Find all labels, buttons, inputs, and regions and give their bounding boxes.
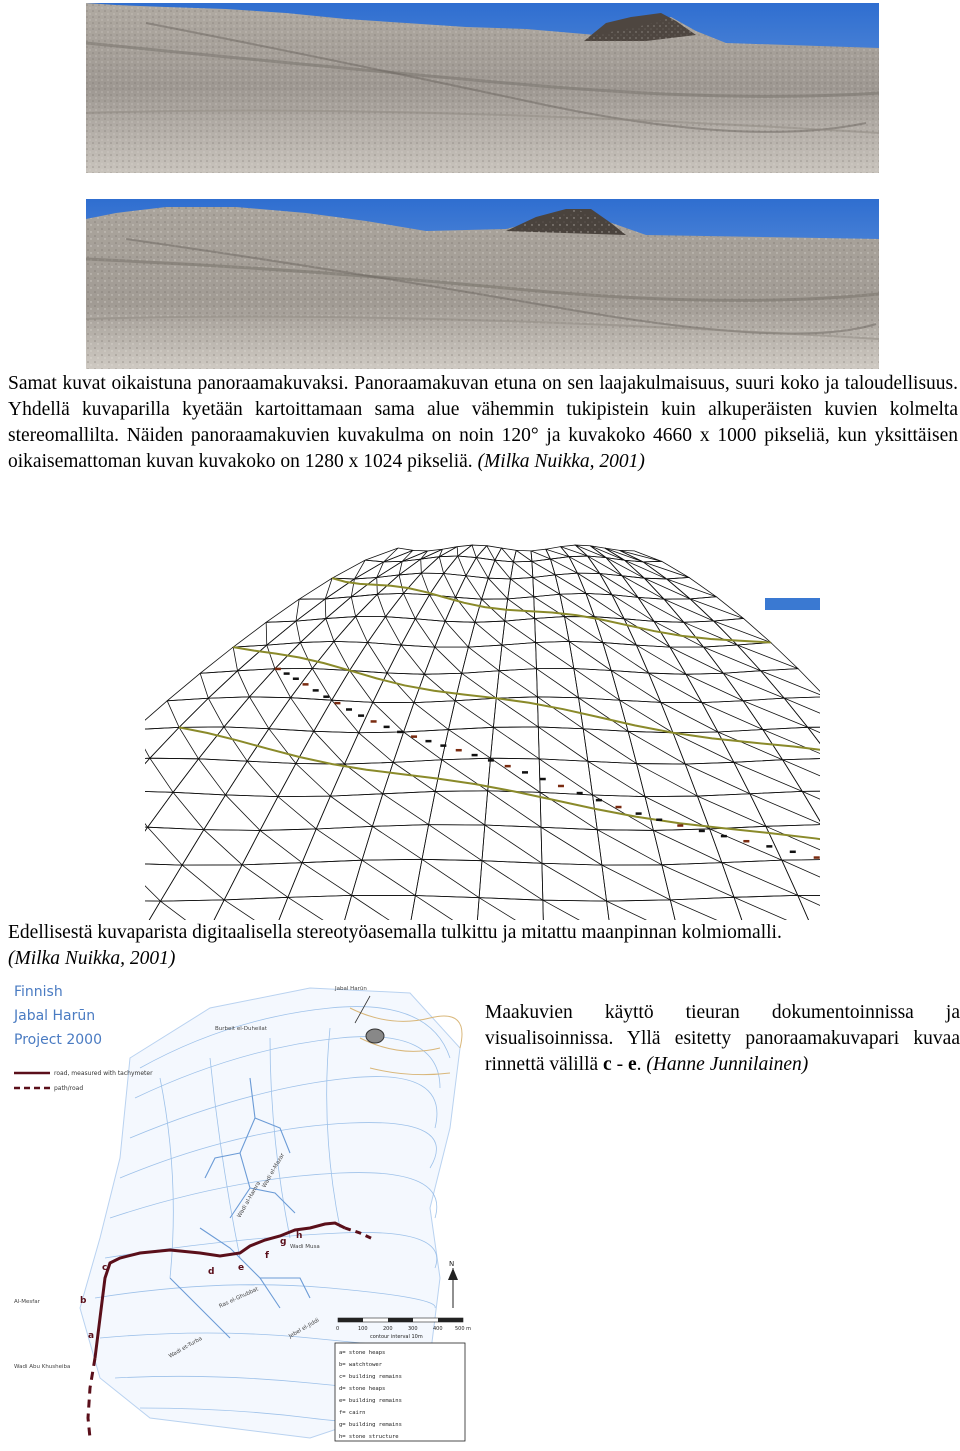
mesh-cell [145, 791, 173, 827]
mesh-cell [808, 727, 820, 759]
svg-text:300: 300 [408, 1326, 418, 1332]
mesh-cell [722, 860, 798, 897]
svg-text:Jabal Harūn: Jabal Harūn [335, 986, 367, 992]
mesh-cell [488, 560, 513, 579]
mesh-cell [502, 619, 536, 646]
svg-text:Al-Mesfar: Al-Mesfar [14, 1299, 40, 1305]
map-caption [485, 1000, 960, 1078]
svg-text:N: N [449, 1260, 455, 1268]
mesh-cell [476, 898, 544, 920]
ridge-mark [558, 785, 564, 788]
mesh-cell [291, 669, 350, 701]
mesh-cell [200, 645, 267, 673]
map-caption-letter-c: c [603, 1054, 612, 1075]
mesh-cell [667, 577, 717, 598]
mesh-cell [588, 761, 645, 796]
ridge-mark [323, 695, 329, 698]
svg-text:h: h [296, 1231, 303, 1241]
mesh-cell [690, 597, 743, 621]
mesh-cell [734, 760, 802, 794]
ridge-mark [440, 744, 446, 747]
svg-text:Wadi al-Hamra: Wadi al-Hamra [236, 1180, 263, 1219]
ridge-mark [456, 749, 462, 752]
route-map [10, 978, 475, 1446]
ridge-mark [656, 819, 662, 822]
map-caption-letter-e: e [627, 1054, 637, 1075]
mesh-cell [766, 825, 820, 861]
mesh-cell [267, 619, 326, 646]
mesh-cell [685, 762, 750, 796]
ridge-mark [358, 714, 364, 717]
svg-text:f= cairn: f= cairn [339, 1410, 366, 1416]
mesh-cell [597, 830, 662, 865]
mesh-cell [462, 645, 502, 673]
svg-text:Finnish: Finnish [14, 984, 63, 1000]
mesh-cell [704, 645, 761, 673]
mesh-cell [368, 617, 416, 645]
mesh-cell [783, 758, 820, 791]
mesh-cell [536, 669, 578, 698]
panorama-caption-credit: (Milka Nuikka, 2001) [477, 451, 645, 472]
mesh-cell [242, 829, 316, 865]
svg-text:500 m: 500 m [455, 1326, 472, 1332]
mesh-cell [334, 617, 386, 643]
site-key [335, 1343, 465, 1441]
mesh-cell [288, 860, 362, 897]
mesh-cell [145, 827, 204, 865]
mesh-cell [226, 761, 296, 796]
mesh-cell [574, 669, 620, 701]
map-svg [10, 978, 475, 1446]
mesh-cell [442, 727, 494, 759]
mesh-cell [718, 730, 783, 763]
svg-text:Wadi Abu Khusheiba: Wadi Abu Khusheiba [14, 1364, 71, 1370]
svg-text:e= building remains: e= building remains [339, 1398, 402, 1404]
mesh-cell [260, 796, 330, 830]
ridge-mark [371, 720, 377, 723]
mesh-cell [332, 560, 384, 579]
svg-text:Wadi el-Mazar: Wadi el-Mazar [261, 1152, 287, 1189]
panorama-photo-bottom [86, 199, 879, 369]
mesh-cell [511, 561, 533, 579]
mesh-cell [224, 697, 291, 729]
mesh-cell [734, 895, 814, 920]
svg-text:f: f [265, 1251, 269, 1261]
mesh-cell [458, 545, 487, 558]
svg-text:c: c [102, 1263, 108, 1273]
mesh-cell [316, 794, 383, 829]
panorama-caption-text: Samat kuvat oikaistuna panoraamakuvaksi. Panoraamakuvan etuna on sen laajakulmaisuus, suuri koko ja taloudellisuus. Yhdellä kuvaparilla kyetään kartoittamaan sama alue vähemmin tukipistein kuin alkuperäisten kuvien kolmelta stereomallilta. Näiden panoraamakuvien kuvakulma on noin 120° ja kuvakoko 4660 x 1000 pikseliä, kun yksittäisen oikaisemattoman kuvan kuvakoko on 1280 x 1024 pikseliä. [8, 373, 958, 472]
mesh-cell [393, 730, 448, 763]
mesh-cell [182, 830, 260, 865]
mesh-cell [435, 621, 475, 647]
panorama-caption [8, 371, 958, 475]
svg-text:b= watchtower: b= watchtower [339, 1362, 383, 1368]
ridge-mark [790, 851, 796, 854]
mesh-cell [638, 597, 684, 622]
mesh-cell [541, 827, 602, 865]
mesh-cell [535, 617, 570, 643]
ridge-mark [313, 689, 319, 692]
mesh-cell [564, 617, 602, 643]
map-caption-credit: (Hanne Junnilainen) [646, 1054, 809, 1075]
mesh-cell [475, 599, 508, 622]
mesh-cell [383, 760, 442, 794]
ridge-mark [293, 677, 299, 680]
mesh-cell [499, 643, 536, 671]
mesh-cell [505, 597, 535, 621]
ridge-mark [346, 708, 352, 711]
mesh-cell [491, 727, 540, 759]
mesh-cell [167, 671, 237, 701]
svg-text:0: 0 [336, 1326, 340, 1332]
ridge-mark [636, 812, 642, 815]
svg-text:200: 200 [383, 1326, 393, 1332]
ridge-mark [425, 740, 431, 743]
mesh-cell [569, 641, 611, 670]
mesh-cell [448, 698, 496, 729]
mesh-cell [387, 645, 435, 674]
mesh-cell [555, 573, 586, 594]
svg-text:400: 400 [433, 1326, 443, 1332]
svg-text:h= stone structure: h= stone structure [339, 1434, 399, 1440]
mesh-cell [543, 900, 611, 920]
svg-text:d: d [208, 1267, 215, 1277]
svg-text:Jabal Harūn: Jabal Harūn [14, 1008, 96, 1024]
sky-patch [765, 598, 820, 610]
ridge-mark [284, 672, 290, 675]
mesh-cell [495, 548, 516, 562]
mesh-cell [607, 900, 679, 920]
mesh-cell [798, 895, 820, 920]
mesh-cell [372, 791, 435, 826]
mesh-cell [602, 865, 670, 901]
mesh-cell [359, 702, 414, 732]
mesh-cell [224, 863, 302, 900]
mesh-cell [204, 795, 278, 830]
svg-text:Ras el-Ghubbat: Ras el-Ghubbat [218, 1286, 260, 1310]
terrain-model-caption-credit: (Milka Nuikka, 2001) [8, 948, 176, 969]
mesh-cell [160, 865, 242, 901]
mesh-cell [274, 895, 352, 920]
mesh-cell [542, 863, 607, 901]
mesh-cell [644, 578, 690, 599]
svg-text:c= building remains: c= building remains [339, 1374, 402, 1380]
mesh-cell [278, 764, 345, 797]
svg-text:b: b [80, 1296, 87, 1306]
terrain-model-caption [8, 920, 958, 972]
mesh-cell [145, 698, 208, 729]
mesh-cell [150, 727, 224, 759]
mesh-cell [622, 576, 664, 599]
ridge-mark [505, 765, 511, 768]
breakline [233, 647, 820, 759]
ridge-mark [699, 830, 705, 833]
ridge-mark [522, 771, 528, 774]
svg-text:a= stone heaps: a= stone heaps [339, 1350, 386, 1356]
mesh-cell [409, 896, 479, 920]
peak-marker-icon [366, 1029, 384, 1043]
svg-text:a: a [88, 1331, 95, 1341]
mesh-cell [206, 897, 288, 920]
mesh-cell [145, 900, 224, 920]
breakline [332, 578, 771, 642]
ridge-mark [397, 731, 403, 734]
mesh-cell [654, 621, 704, 647]
mesh-svg [145, 540, 820, 920]
ridge-mark [411, 735, 417, 738]
triangulated-terrain-model [145, 540, 820, 920]
mesh-cell [404, 701, 456, 732]
mesh-cell [538, 727, 588, 761]
mesh-cell [345, 732, 404, 764]
map-caption-period: . [636, 1054, 647, 1075]
ridge-mark [615, 806, 621, 809]
mesh-cell [249, 669, 312, 698]
mesh-cell [710, 826, 782, 862]
svg-text:Burbeit el-Duheilat: Burbeit el-Duheilat [215, 1026, 267, 1032]
mesh-cell [612, 595, 654, 622]
mesh-cell [479, 861, 543, 900]
mesh-cell [325, 578, 377, 599]
mesh-cell [362, 825, 429, 861]
mesh-cell [466, 558, 495, 579]
panorama-photo-top [86, 3, 879, 173]
mesh-cell [302, 826, 372, 862]
mesh-cell [208, 669, 275, 699]
mesh-cell [496, 669, 537, 699]
mesh-cell [148, 792, 226, 829]
ridge-mark [596, 799, 602, 802]
mesh-cell [750, 791, 820, 826]
mesh-cell [266, 599, 325, 622]
ridge-mark [577, 792, 583, 795]
mesh-cell [356, 593, 404, 616]
mesh-cell [628, 731, 685, 764]
map-caption-text: Maakuvien käyttö tieuran dokumentoinnissa ja visualisoinnissa. Yllä esitetty panoraamakuvapari kuvaa rinnettä välillä [485, 1002, 960, 1075]
ridge-mark [275, 668, 281, 671]
mesh-cell [352, 859, 422, 895]
ridge-mark [334, 702, 340, 705]
svg-text:d= stone heaps: d= stone heaps [339, 1386, 386, 1392]
breakline [179, 727, 820, 863]
ridge-mark [540, 778, 546, 781]
mesh-cell [341, 895, 415, 920]
mesh-cell [468, 621, 504, 647]
svg-text:Wadi Musa: Wadi Musa [290, 1244, 320, 1250]
mesh-cell [513, 550, 532, 561]
ridge-mark [303, 683, 309, 686]
ridge-mark [677, 824, 683, 827]
mesh-cell [508, 577, 534, 598]
mesh-cell [737, 642, 798, 670]
svg-text:contour interval 10m: contour interval 10m [370, 1334, 423, 1340]
mesh-cell [424, 647, 468, 674]
mesh-cell [429, 791, 488, 825]
ridge-mark [384, 726, 390, 729]
ridge-mark [766, 845, 772, 848]
mesh-cell [415, 859, 482, 897]
mesh-cell [179, 697, 249, 728]
ridge-mark [743, 840, 749, 843]
svg-text:path/road: path/road [54, 1085, 84, 1092]
mesh-cell [664, 599, 714, 622]
ridge-mark [721, 835, 727, 838]
mesh-cell [670, 647, 723, 674]
mesh-cell [637, 764, 698, 797]
svg-text:e: e [238, 1263, 245, 1273]
mesh-cell [575, 545, 606, 558]
svg-text:100: 100 [358, 1326, 368, 1332]
ridge-mark [814, 856, 820, 859]
mesh-cell [456, 576, 489, 599]
mesh-cell [662, 863, 734, 900]
mesh-cell [784, 697, 820, 727]
mesh-cell [539, 759, 592, 795]
terrain-model-caption-text: Edellisestä kuvaparista digitaalisella stereotyöasemalla tulkittu ja mitattu maanpinnan kolmiomalli. [8, 922, 782, 943]
ridge-mark [488, 759, 494, 762]
mesh-cell [350, 642, 402, 673]
mesh-cell [761, 669, 820, 699]
mesh-cell [482, 825, 542, 863]
svg-text:Project 2000: Project 2000 [14, 1032, 102, 1048]
mesh-cell [643, 561, 689, 579]
mesh-cell [173, 759, 247, 795]
mesh-cell [401, 619, 445, 647]
svg-text:g: g [280, 1237, 287, 1247]
ridge-mark [472, 754, 478, 757]
mesh-cell [697, 794, 765, 829]
mesh-cell [145, 758, 199, 792]
svg-text:road, measured with tachymeter: road, measured with tachymeter [54, 1070, 153, 1077]
mesh-cell [269, 698, 332, 732]
svg-text:g= building remains: g= building remains [339, 1422, 402, 1428]
mesh-cell [422, 825, 485, 861]
map-caption-dash: - [611, 1054, 628, 1075]
svg-text:Jebel el-Jiddi: Jebel el-Jiddi [288, 1317, 321, 1340]
mesh-cell [300, 617, 355, 643]
mesh-cell [684, 621, 737, 647]
mesh-cell [536, 641, 574, 668]
svg-text:Wadi et-Turba: Wadi et-Turba [168, 1335, 204, 1360]
mesh-cell [661, 702, 718, 732]
mesh-cell [482, 578, 511, 599]
mesh-cell [332, 670, 387, 702]
mesh-edges [145, 545, 820, 920]
mesh-cell [782, 859, 820, 895]
mesh-cell [534, 594, 565, 618]
mesh-cell [145, 900, 160, 920]
